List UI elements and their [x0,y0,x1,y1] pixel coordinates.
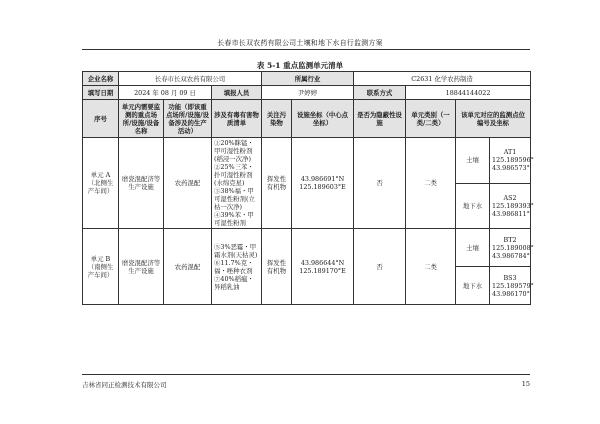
industry-value: C2631 化学农药制造 [354,72,531,86]
point-lon: 125.189393° [492,201,534,210]
table-row [83,229,531,267]
point-coords [490,138,534,184]
point-id: BT2 [503,235,517,244]
unit-facility: 磨瓷混配济等生产设施 [119,229,164,305]
point-coords [490,267,534,305]
point-id: BS3 [503,273,517,282]
unit-category: 二类 [406,229,456,305]
coord-lat: 43.986644°N [300,258,345,267]
date-row [83,86,531,100]
point-lon: 125.189596° [492,156,534,165]
col-header-hidden: 是否为隐蔽性设施 [354,100,406,138]
point-coords [490,229,534,267]
substance-item: ②25%三苯・扑可湿性粉剂(水绵克星) [214,163,254,187]
unit-hidden: 否 [354,229,406,305]
col-header-facility: 单元内需要监测的重点场所/设施/设备名称 [119,100,164,138]
point-lat: 43.986170° [492,289,530,298]
point-lon: 125.189579° [492,281,534,290]
page-number: 15 [521,380,530,388]
substance-item: ⑥11.7%克・福・唑种衣剂 [214,258,254,275]
coord-lon: 125.189603°E [299,183,346,191]
point-lat: 43.986784° [492,251,530,260]
point-medium: 地下水 [456,183,490,229]
date-label: 填写日期 [83,86,119,100]
unit-coord [292,138,354,229]
col-header-category: 单元类别（一类/二类） [406,100,456,138]
point-medium: 地下水 [456,267,490,305]
contact-label: 联系方式 [354,86,406,100]
col-header-function: 功能（即该重点场所/设施/设备涉及的生产活动） [164,100,212,138]
unit-pollutant: 挥发性有机物 [262,229,292,305]
point-lat: 43.986573° [492,164,530,173]
industry-label: 所属行业 [262,72,354,86]
col-header-coord: 设施坐标（中心点坐标） [292,100,354,138]
substance-item: ④39%苯・甲可湿性粉剂 [214,211,254,227]
unit-name: 单元 B（南侧生产车间） [83,229,119,305]
substance-item: ③38%福・甲可湿性粉剂(立枯一次净) [214,187,255,211]
company-value: 长春市长双农药有限公司 [119,72,262,86]
footer-company: 吉林省同正检测技术有限公司 [82,381,167,389]
unit-coord [292,229,354,305]
header-rule [82,49,530,50]
table-caption: 表 5-1 重点监测单元清单 [256,61,344,70]
unit-substances [212,229,262,305]
substance-item: ⑦40%稻瘟・异稻乳油 [214,274,254,291]
col-header-pollutant: 关注污染物 [262,100,292,138]
contact-value: 18844144022 [406,86,531,100]
company-row [83,72,531,86]
point-lon: 125.189008° [492,243,534,252]
footer-rule [82,374,530,375]
column-header-row [83,100,531,138]
filler-label: 填报人员 [212,86,262,100]
substance-item: ①20%眯锰・甲可湿性粉剂(稻浸一次净) [214,139,254,163]
coord-lat: 43.986691°N [300,175,345,183]
unit-category: 二类 [406,138,456,229]
point-id: AS2 [503,193,517,202]
point-lat: 43.986811° [492,209,530,218]
point-medium: 土壤 [456,138,490,184]
substance-item: ⑤3%恶霉・甲霜水剂(天枯灵) [214,242,258,259]
filler-value: 尹婷婷 [262,86,354,100]
unit-substances [212,138,262,229]
unit-facility: 磨瓷混配济等生产设施 [119,138,164,229]
unit-name: 单元 A（北侧生产车间） [83,138,119,229]
unit-function: 农药混配 [164,138,212,229]
monitoring-unit-table [82,71,534,305]
point-coords [490,183,534,229]
page-header: 长春市长双农药有限公司土壤和地下水自行监测方案 [217,39,383,47]
unit-hidden: 否 [354,138,406,229]
date-value: 2024 年 08 月 09 日 [119,86,212,100]
col-header-points: 该单元对应的监测点位编号及坐标 [456,100,531,138]
coord-lon: 125.189170°E [299,266,346,275]
unit-pollutant: 挥发性有机物 [262,138,292,229]
company-label: 企业名称 [83,72,119,86]
unit-function: 农药混配 [164,229,212,305]
col-header-substances: 涉及有毒有害物质清单 [212,100,262,138]
col-header-index: 序号 [83,100,119,138]
point-id: AT1 [503,148,517,157]
table-row [83,138,531,184]
point-medium: 土壤 [456,229,490,267]
